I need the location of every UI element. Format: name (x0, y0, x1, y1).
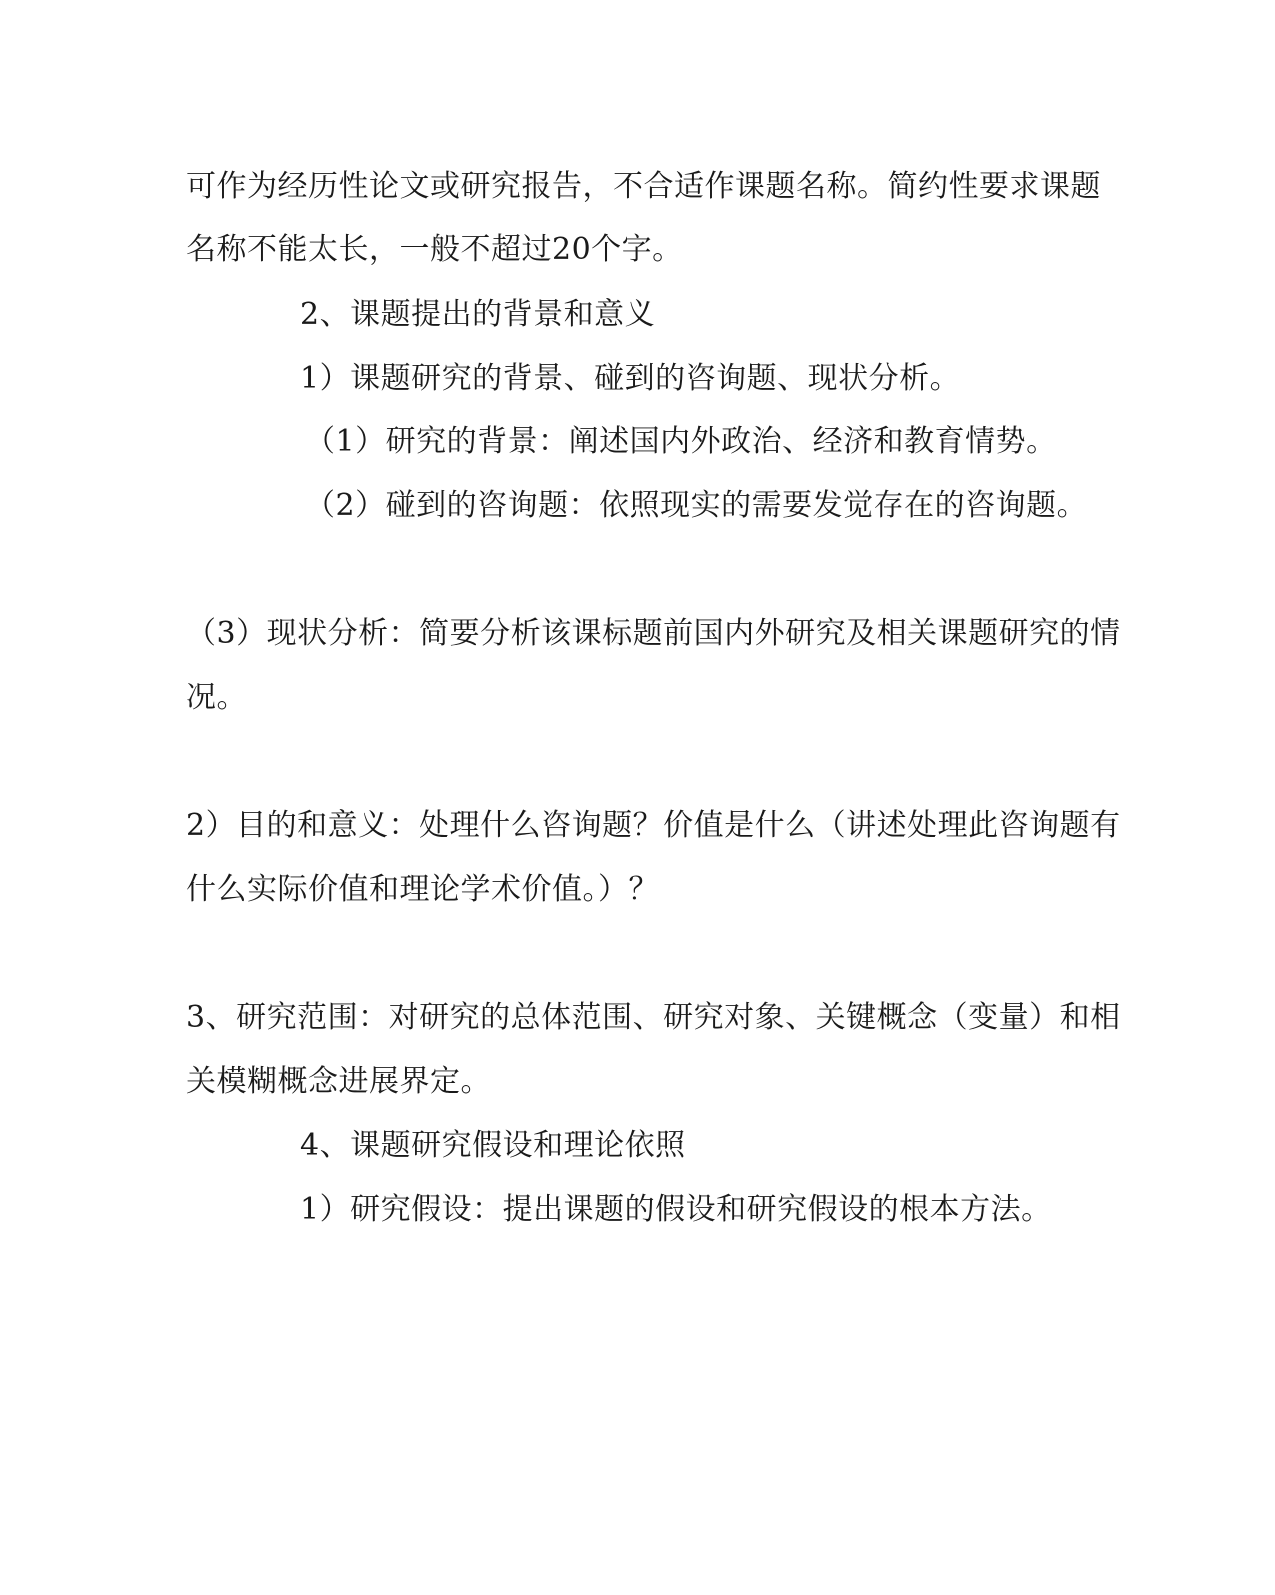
paragraph-line: 什么实际价值和理论学术价值。）？ (186, 872, 659, 907)
section-heading: 3、研究范围：对研究的总体范围、研究对象、关键概念（变量）和相 (186, 1000, 1121, 1035)
paragraph-line: 可作为经历性论文或研究报告，不合适作课题名称。简约性要求课题 (186, 169, 1101, 204)
paragraph-line: 况。 (186, 680, 247, 715)
section-heading: 4、课题研究假设和理论依照 (300, 1128, 686, 1163)
subsection-heading: 1）课题研究的背景、碰到的咨询题、现状分析。 (300, 361, 961, 396)
list-item: （3）现状分析：简要分析该课标题前国内外研究及相关课题研究的情 (186, 616, 1121, 651)
list-item: （2）碰到的咨询题：依照现实的需要发觉存在的咨询题。 (305, 488, 1088, 523)
paragraph-line: 关模糊概念进展界定。 (186, 1064, 491, 1099)
subsection-heading: 1）研究假设：提出课题的假设和研究假设的根本方法。 (300, 1192, 1052, 1227)
paragraph-line: 名称不能太长，一般不超过20个字。 (186, 232, 683, 267)
section-heading: 2、课题提出的背景和意义 (300, 297, 656, 332)
list-item: （1）研究的背景：阐述国内外政治、经济和教育情势。 (305, 424, 1057, 459)
subsection-heading: 2）目的和意义：处理什么咨询题？价值是什么（讲述处理此咨询题有 (186, 808, 1121, 843)
